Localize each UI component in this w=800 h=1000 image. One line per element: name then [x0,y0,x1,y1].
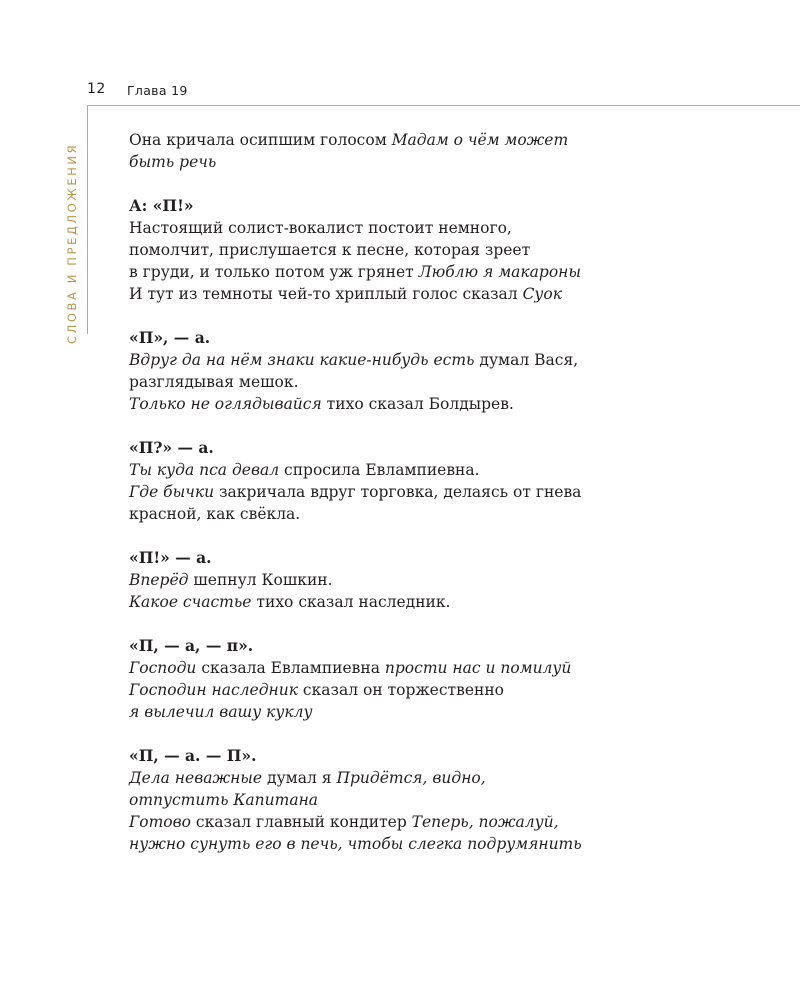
text-line [129,658,769,680]
direct-speech: Суок [522,284,563,303]
direct-speech: Мадам о чём может [391,131,569,149]
scheme-heading [129,327,769,350]
narration: красной, как свёкла. [129,504,301,523]
direct-speech: быть речь [129,152,217,171]
scheme-formula: «П, — а, — п». [129,636,254,656]
text-line [129,394,769,416]
text-line [129,592,769,614]
narration: шепнул Кошкин. [188,570,333,589]
text-line [129,372,769,394]
scheme-heading [129,745,769,768]
scheme-heading [129,437,769,460]
direct-speech: прости нас и помилуй [384,659,572,678]
narration: разглядывая мешок. [129,372,299,391]
scheme-formula: «П!» — а. [129,548,212,568]
scheme-formula: А: «П!» [129,196,194,216]
direct-speech: отпустить Капитана [129,790,319,809]
direct-speech: Придётся, видно, [336,769,486,788]
text-line [129,152,769,174]
narration: тихо сказал наследник. [251,592,451,611]
narration: И тут из темноты чей-то хриплый голос сказал [129,284,523,303]
direct-speech: Господи [129,659,197,678]
example-block-2 [129,327,769,415]
chapter-label: Глава 19 [127,83,188,98]
text-line [129,460,769,482]
direct-speech: Только не оглядывайся [129,394,322,413]
text-line [129,768,769,790]
side-section-label: СЛОВА И ПРЕДЛОЖЕНИЯ [65,142,79,344]
direct-speech: я вылечил вашу куклу [129,702,313,721]
text-line [129,482,769,504]
header-rule [87,105,800,106]
text-line [129,504,769,526]
direct-speech: Дела неважные [129,769,263,788]
example-block-4 [129,547,769,613]
narration: Она кричала осипшим голосом [129,131,392,149]
narration: думал Вася, [474,350,579,369]
direct-speech: Господин наследник [129,680,298,699]
scheme-formula: «П, — а. — П». [129,746,257,766]
scheme-heading [129,635,769,658]
direct-speech: Вдруг да на нём знаки какие-нибудь есть [129,350,475,369]
narration: спросила Евлампиевна. [279,460,480,479]
page-body [129,130,769,877]
narration: сказала Евлампиевна [196,659,385,678]
text-line [129,812,769,834]
text-line [129,350,769,372]
narration: Настоящий солист-вокалист постоит немного, [129,219,512,238]
narration: сказал он торжественно [297,680,504,699]
text-line [129,680,769,702]
direct-speech: Готово [129,812,191,831]
side-rule [87,105,88,334]
scheme-formula: «П?» — а. [129,438,214,458]
direct-speech: нужно сунуть его в печь, чтобы слегка подрумянить [129,834,582,853]
direct-speech: Вперёд [129,570,189,589]
example-block-5 [129,635,769,723]
text-line [129,130,769,152]
page-number: 12 [87,81,106,97]
direct-speech: Теперь, пожалуй, [411,812,559,831]
narration: сказал главный кондитер [190,812,412,831]
text-line [129,262,769,284]
text-line [129,570,769,592]
scheme-heading [129,195,769,218]
narration: закричала вдруг торговка, делаясь от гнева [214,482,582,501]
scheme-formula: «П», — а. [129,328,211,348]
narration: тихо сказал Болдырев. [321,394,514,413]
narration: в груди, и только потом уж грянет [129,262,419,281]
example-block-1 [129,195,769,305]
text-line [129,702,769,724]
narration: помолчит, прислушается к песне, которая зреет [129,240,531,259]
text-line [129,240,769,262]
direct-speech: Люблю я макароны [418,262,581,281]
intro-paragraph [129,130,769,174]
direct-speech: Где бычки [129,482,215,501]
text-line [129,834,769,856]
narration: думал я [262,769,337,788]
text-line [129,218,769,240]
scheme-heading [129,547,769,570]
text-line [129,790,769,812]
text-line [129,284,769,306]
direct-speech: Ты куда пса девал [129,460,280,479]
example-block-6 [129,745,769,855]
example-block-3 [129,437,769,525]
direct-speech: Какое счастье [129,592,252,611]
